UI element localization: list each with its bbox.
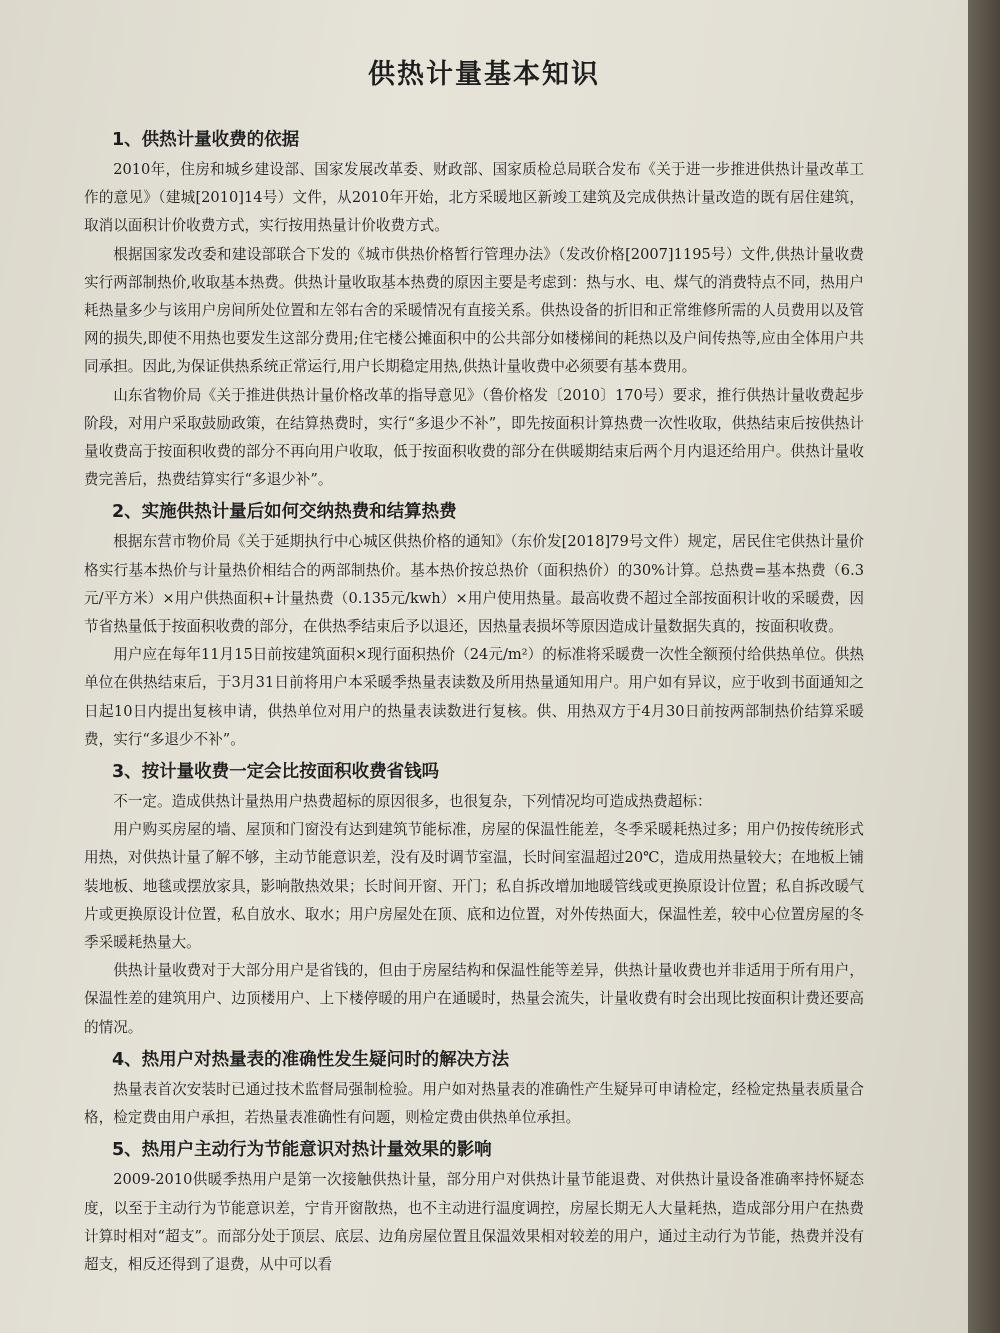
- paragraph: 用户应在每年11月15日前按建筑面积×现行面积热价（24元/m²）的标准将采暖费一次性全额预付给供热单位。供热单位在供热结束后，于3月31日前将用户本采暖季热量表读数及所用热量通知用户。用户如有异议，应于收到书面通知之日起10日内提出复核申请，供热单位对用户的热量表读数进行复核。供、用热双方于4月30日前按两部制热价结算采暖费，实行“多退少不补”。: [84, 646, 864, 748]
- paragraph: 根据东营市物价局《关于延期执行中心城区供热价格的通知》（东价发[2018]79号文件）规定，居民住宅供热计量价格实行基本热价与计量热价相结合的两部制热价。基本热价按总热价（面积热价）的30%计算。总热费=基本热费（6.3元/平方米）×用户供热面积+计量热费（0.135元/kwh）×用户使用热量。最高收费不超过全部按面积计收的采暖费，因节省热量低于按面积收费的部分，在供热季结束后予以退还，因热量表损坏等原因造成计量数据失真的，按面积收费。: [84, 533, 864, 636]
- paragraph: 不一定。造成供热计量热用户热费超标的原因很多，也很复杂，下列情况均可造成热费超标：: [113, 793, 712, 811]
- section-4: [84, 1046, 864, 1132]
- paragraph: 2009-2010供暖季热用户是第一次接触供热计量，部分用户对供热计量节能退费、对供热计量设备准确率持怀疑态度，以至于主动行为节能意识差，宁肯开窗散热，也不主动进行温度调控，房屋长期无人大量耗热，造成部分用户在热费计算时相对“超支”。而部分处于顶层、底层、边角房屋位置且保温效果相对较差的用户，通过主动行为节能，热费并没有超支，相反还得到了退费，从中可以看: [84, 1171, 864, 1273]
- page-title: 供热计量基本知识: [368, 59, 600, 90]
- section-5: [84, 1136, 864, 1279]
- section-heading: 1、供热计量收费的依据: [112, 130, 300, 150]
- section-heading: 2、实施供热计量后如何交纳热费和结算热费: [112, 502, 457, 523]
- section-heading: 5、热用户主动行为节能意识对热计量效果的影响: [112, 1140, 492, 1161]
- section-heading: 4、热用户对热量表的准确性发生疑问时的解决方法: [112, 1049, 510, 1070]
- section-3: [84, 758, 864, 1042]
- paragraph: 供热计量收费对于大部分用户是省钱的，但由于房屋结构和保温性能等差异，供热计量收费也并非适用于所有用户，保温性差的建筑用户、边顶楼用户、上下楼停暖的用户在通暖时，热量会流失，计量收费有时会出现比按面积计费还要高的情况。: [84, 962, 864, 1036]
- paragraph: 热量表首次安装时已通过技术监督局强制检验。用户如对热量表的准确性产生疑异可申请检定，经检定热量表质量合格，检定费由用户承担，若热量表准确性有问题，则检定费由供热单位承担。: [84, 1080, 864, 1127]
- background-edge: [968, 0, 1000, 1333]
- paragraph: 2010年，住房和城乡建设部、国家发展改革委、财政部、国家质检总局联合发布《关于进一步推进供热计量改革工作的意见》（建城[2010]14号）文件，从2010年开始，北方采暖地区新竣工建筑及完成供热计量改造的既有居住建筑，取消以面积计价收费方式，实行按用热量计价收费方式。: [84, 161, 864, 235]
- section-heading: 3、按计量收费一定会比按面积收费省钱吗: [112, 762, 440, 783]
- paragraph: 山东省物价局《关于推进供热计量价格改革的指导意见》（鲁价格发〔2010〕170号）要求，推行供热计量收费起步阶段，对用户采取鼓励政策，在结算热费时，实行“多退少不补”，即先按面积计算热费一次性收取，供热结束后按供热计量收费高于按面积收费的部分不再向用户收取，低于按面积收费的部分在供暖期结束后两个月内退还给用户。供热计量收费完善后，热费结算实行“多退少补”。: [84, 386, 864, 489]
- section-1: [84, 126, 864, 494]
- document-body: [84, 122, 864, 1279]
- paragraph: 根据国家发改委和建设部联合下发的《城市供热价格暂行管理办法》（发改价格[2007]1195号）文件,供热计量收费实行两部制热价,收取基本热费。供热计量收取基本热费的原因主要是考虑到：热与水、电、煤气的消费特点不同，热用户耗热量多少与该用户房间所处位置和左邻右舍的采暖情况有直接关系。供热设备的折旧和正常维修所需的人员费用以及管网的损失,即使不用热也要发生这部分费用;住宅楼公摊面积中的公共部分如楼梯间的耗热以及户间传热等,应由全体用户共同承担。因此,为保证供热系统正常运行,用户长期稳定用热,供热计量收费中必须要有基本费用。: [84, 245, 864, 376]
- section-2: [84, 498, 864, 754]
- paragraph: 用户购买房屋的墙、屋顶和门窗没有达到建筑节能标准，房屋的保温性能差，冬季采暖耗热过多；用户仍按传统形式用热，对供热计量了解不够，主动节能意识差，没有及时调节室温，长时间室温超过20℃，造成用热量较大；在地板上铺装地板、地毯或摆放家具，影响散热效果；长时间开窗、开门；私自拆改增加地暖管线或更换原设计位置；私自拆改暖气片或更换原设计位置，私自放水、取水；用户房屋处在顶、底和边位置，对外传热面大，保温性差，较中心位置房屋的冬季采暖耗热量大。: [84, 821, 864, 952]
